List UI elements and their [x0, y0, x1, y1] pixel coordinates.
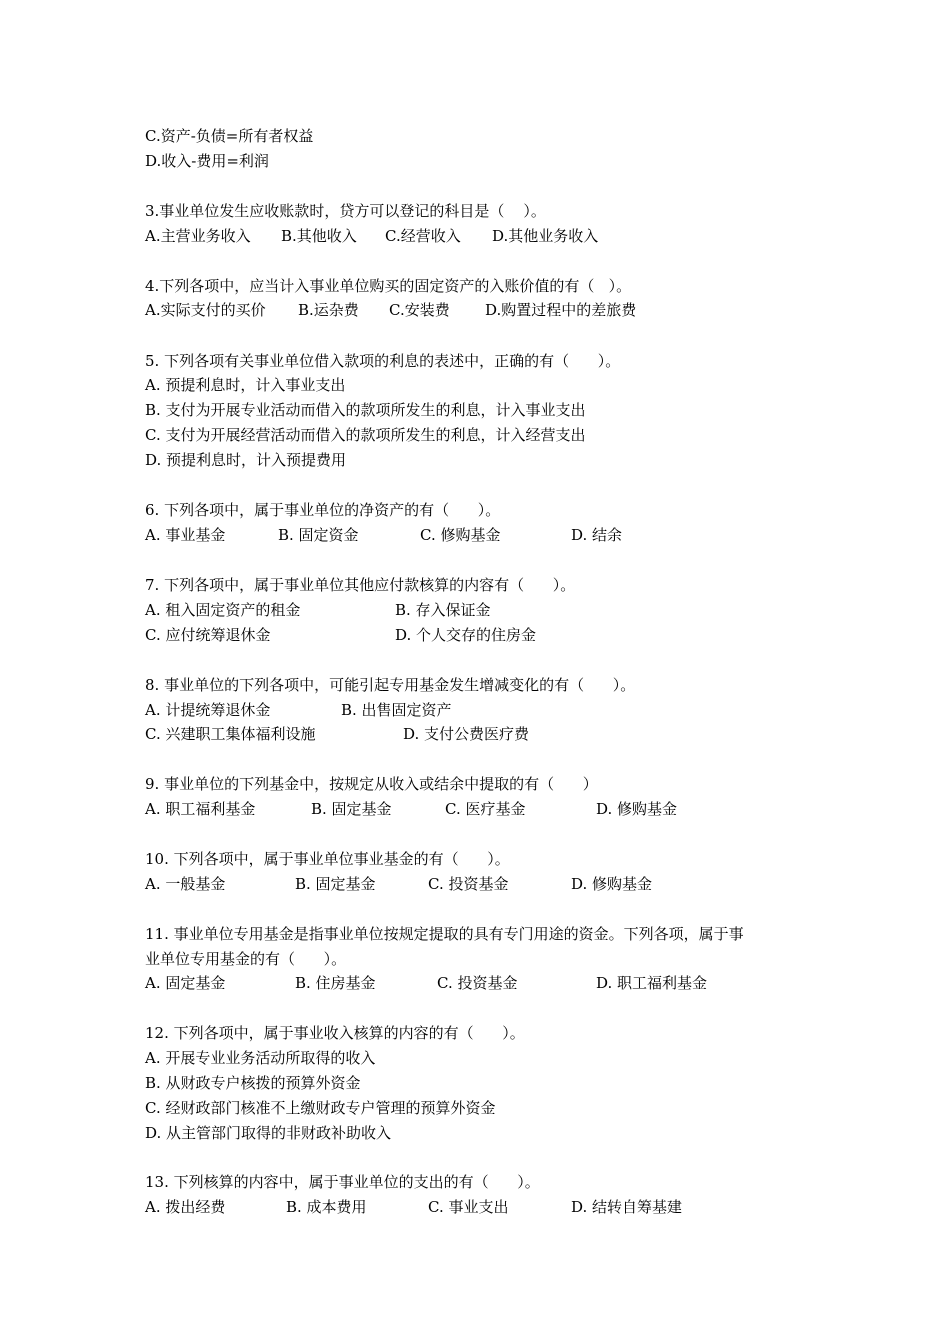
q4-option-d: D.购置过程中的差旅费	[485, 301, 637, 319]
q3-option-d: D.其他业务收入	[492, 227, 599, 245]
q5-option-a: A. 预提利息时，计入事业支出	[145, 376, 346, 394]
q11-stem-line1: 11. 事业单位专用基金是指事业单位按规定提取的具有专门用途的资金。下列各项，属于事	[145, 925, 744, 943]
q10-option-a: A. 一般基金	[145, 875, 226, 893]
q7-option-c: C. 应付统筹退休金	[145, 626, 271, 644]
q7-option-a: A. 租入固定资产的租金	[145, 601, 301, 619]
q4-option-c: C.安装费	[389, 301, 450, 319]
q12-option-c: C. 经财政部门核准不上缴财政专户管理的预算外资金	[145, 1099, 496, 1117]
q9-option-c: C. 医疗基金	[445, 800, 526, 818]
q12-option-d: D. 从主管部门取得的非财政补助收入	[145, 1124, 392, 1142]
q13-stem: 13. 下列核算的内容中，属于事业单位的支出的有（ ）。	[145, 1173, 540, 1191]
q7-stem: 7. 下列各项中，属于事业单位其他应付款核算的内容有（ ）。	[145, 576, 576, 594]
q3-option-b: B.其他收入	[281, 227, 357, 245]
q10-option-c: C. 投资基金	[428, 875, 509, 893]
q4-option-b: B.运杂费	[298, 301, 359, 319]
q5-option-c: C. 支付为开展经营活动而借入的款项所发生的利息，计入经营支出	[145, 426, 586, 444]
q9-option-a: A. 职工福利基金	[145, 800, 256, 818]
q13-option-d: D. 结转自筹基建	[571, 1198, 683, 1216]
q8-option-d: D. 支付公费医疗费	[403, 725, 530, 743]
q13-option-c: C. 事业支出	[428, 1198, 509, 1216]
q12-option-b: B. 从财政专户核拨的预算外资金	[145, 1074, 361, 1092]
q3-option-c: C.经营收入	[385, 227, 461, 245]
q10-option-d: D. 修购基金	[571, 875, 653, 893]
intro-option-c: C.资产-负债=所有者权益	[145, 127, 314, 145]
q12-option-a: A. 开展专业业务活动所取得的收入	[145, 1049, 376, 1067]
q10-stem: 10. 下列各项中，属于事业单位事业基金的有（ ）。	[145, 850, 510, 868]
q6-stem: 6. 下列各项中，属于事业单位的净资产的有（ ）。	[145, 501, 501, 519]
q11-option-b: B. 住房基金	[295, 974, 376, 992]
q6-option-b: B. 固定资金	[278, 526, 359, 544]
q7-option-d: D. 个人交存的住房金	[395, 626, 537, 644]
q11-option-a: A. 固定基金	[145, 974, 226, 992]
q4-stem: 4.下列各项中，应当计入事业单位购买的固定资产的入账价值的有（ ）。	[145, 277, 632, 295]
q5-option-b: B. 支付为开展专业活动而借入的款项所发生的利息，计入事业支出	[145, 401, 586, 419]
q7-option-b: B. 存入保证金	[395, 601, 491, 619]
q6-option-d: D. 结余	[571, 526, 623, 544]
q11-option-d: D. 职工福利基金	[596, 974, 708, 992]
q3-stem: 3.事业单位发生应收账款时，贷方可以登记的科目是（ ）。	[145, 202, 546, 220]
q6-option-c: C. 修购基金	[420, 526, 501, 544]
q3-option-a: A.主营业务收入	[145, 227, 251, 245]
q5-stem: 5. 下列各项有关事业单位借入款项的利息的表述中，正确的有（ ）。	[145, 352, 621, 370]
q9-option-d: D. 修购基金	[596, 800, 678, 818]
q5-option-d: D. 预提利息时，计入预提费用	[145, 451, 347, 469]
q8-option-c: C. 兴建职工集体福利设施	[145, 725, 316, 743]
q12-stem: 12. 下列各项中，属于事业收入核算的内容的有（ ）。	[145, 1024, 525, 1042]
q10-option-b: B. 固定基金	[295, 875, 376, 893]
q9-stem: 9. 事业单位的下列基金中，按规定从收入或结余中提取的有（ ）	[145, 775, 598, 793]
q9-option-b: B. 固定基金	[311, 800, 392, 818]
q11-option-c: C. 投资基金	[437, 974, 518, 992]
q8-option-b: B. 出售固定资产	[341, 701, 452, 719]
q6-option-a: A. 事业基金	[145, 526, 226, 544]
intro-option-d: D.收入-费用=利润	[145, 152, 269, 170]
q4-option-a: A.实际支付的买价	[145, 301, 266, 319]
q13-option-a: A. 拨出经费	[145, 1198, 226, 1216]
q13-option-b: B. 成本费用	[286, 1198, 367, 1216]
q11-stem-line2: 业单位专用基金的有（ ）。	[145, 950, 347, 968]
q8-stem: 8. 事业单位的下列各项中，可能引起专用基金发生增减变化的有（ ）。	[145, 676, 636, 694]
q8-option-a: A. 计提统筹退休金	[145, 701, 271, 719]
